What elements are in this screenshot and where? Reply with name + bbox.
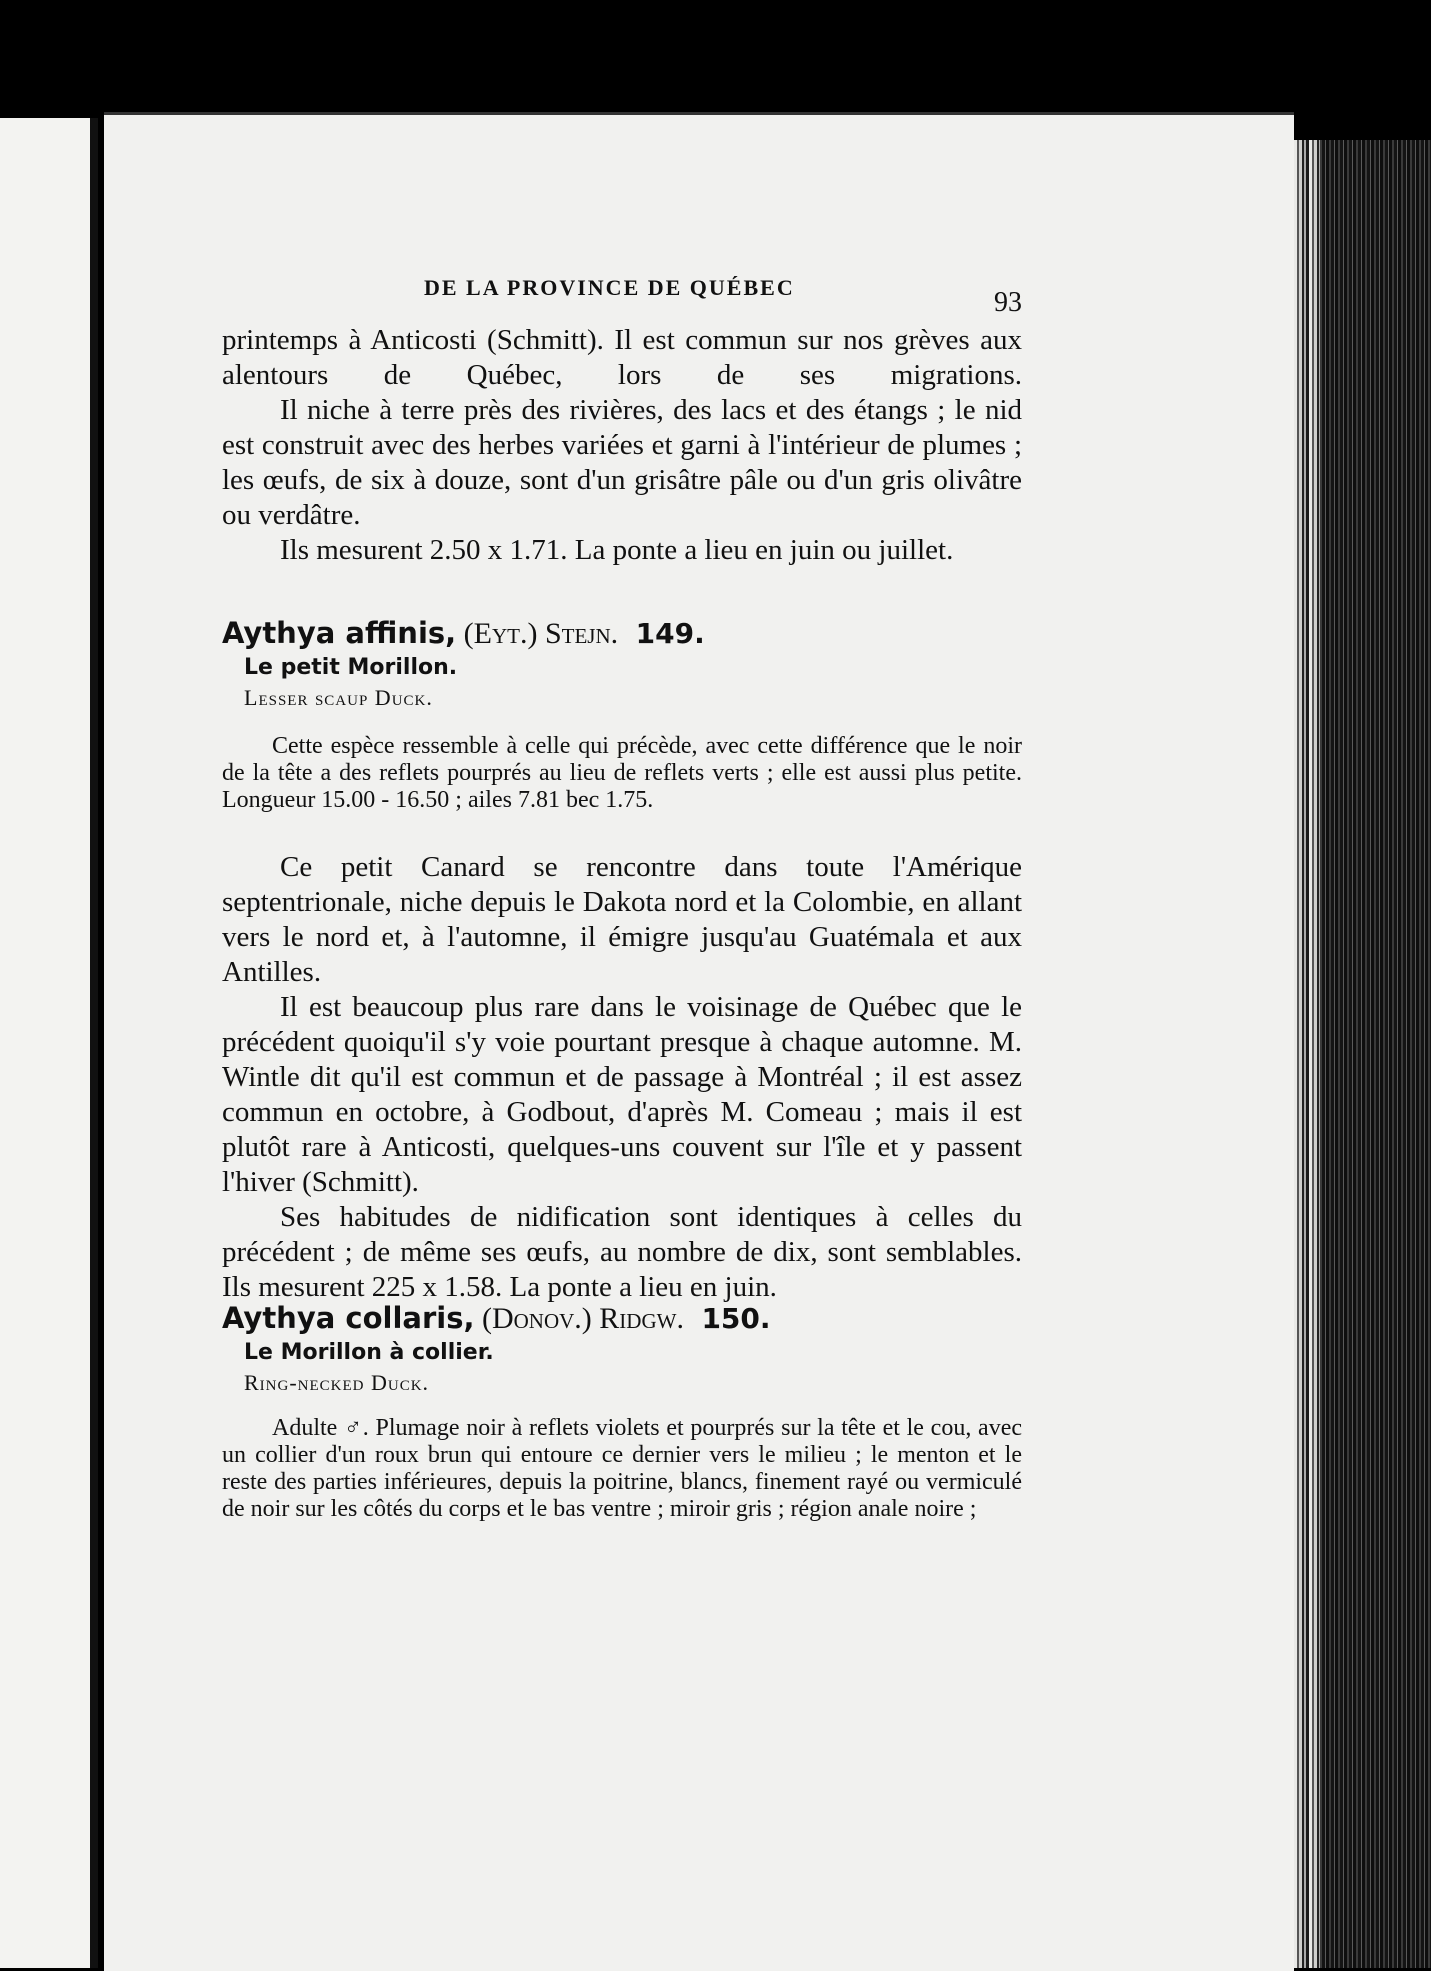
species-english-name: Ring-necked Duck.	[244, 1370, 430, 1395]
species-french-name: Le Morillon à collier.	[244, 1340, 494, 1365]
book-page	[104, 112, 1294, 1971]
species-description: Cette espèce ressemble à celle qui précède, avec cette différence que le noir de la tête a des reflets pourprés au lieu de reflets verts ; elle est aussi plus petite. Longueur 15.00 - 16.50 ; ailes 7.81 bec 1.75.	[222, 733, 1022, 813]
species-heading-150	[222, 1300, 771, 1337]
species-authority: (Donov.) Ridgw.	[481, 1302, 684, 1335]
species-english-name: Lesser scaup Duck.	[244, 685, 433, 710]
species-latin-name: Aythya affinis,	[222, 616, 457, 650]
paragraph-4: Ce petit Canard se rencontre dans toute l'Amérique septentrionale, niche depuis le Dakota nord et la Colombie, en allant vers le nord et, à l'automne, il émigre jusqu'au Guatémala et aux Antilles.	[222, 851, 1022, 988]
species-latin-name: Aythya collaris,	[222, 1301, 475, 1335]
species-number: 149.	[635, 617, 705, 650]
species-description: Adulte ♂. Plumage noir à reflets violets et pourprés sur la tête et le cou, avec un collier d'un roux brun qui entoure ce dernier vers le milieu ; le menton et le reste des parties inférieures, depuis la poitrine, blancs, finement rayé ou vermiculé de noir sur les côtés du corps et le bas ventre ; miroir gris ; région anale noire ;	[222, 1415, 1022, 1522]
species-number: 150.	[701, 1302, 771, 1335]
book-binding-edge	[1320, 140, 1431, 1968]
species-heading-149	[222, 615, 705, 652]
paragraph-6: Ses habitudes de nidification sont identiques à celles du précédent ; de même ses œufs, au nombre de dix, sont semblables. Ils mesurent 225 x 1.58. La ponte a lieu en juin.	[222, 1201, 1022, 1303]
page-number: 93	[994, 287, 1022, 318]
running-head: DE LA PROVINCE DE QUÉBEC	[424, 275, 795, 300]
species-french-name: Le petit Morillon.	[244, 655, 458, 680]
paragraph-5: Il est beaucoup plus rare dans le voisinage de Québec que le précédent quoiqu'il s'y voie pourtant presque à chaque automne. M. Wintle dit qu'il est commun et de passage à Montréal ; il est assez commun en octobre, à Godbout, d'après M. Comeau ; mais il est plutôt rare à Anticosti, quelques-uns couvent sur l'île et y passent l'hiver (Schmitt).	[222, 991, 1022, 1198]
paragraph-2: Il niche à terre près des rivières, des lacs et des étangs ; le nid est construit avec des herbes variées et garni à l'intérieur de plumes ; les œufs, de six à douze, sont d'un grisâtre pâle ou d'un gris olivâtre ou verdâtre.	[222, 394, 1022, 531]
paragraph-3: Ils mesurent 2.50 x 1.71. La ponte a lieu en juin ou juillet.	[280, 534, 954, 566]
paragraph-1: printemps à Anticosti (Schmitt). Il est commun sur nos grèves aux alentours de Québec, lors de ses migrations.	[222, 324, 1022, 391]
facing-page-edge	[0, 118, 98, 1968]
species-authority: (Eyt.) Stejn.	[463, 617, 619, 650]
